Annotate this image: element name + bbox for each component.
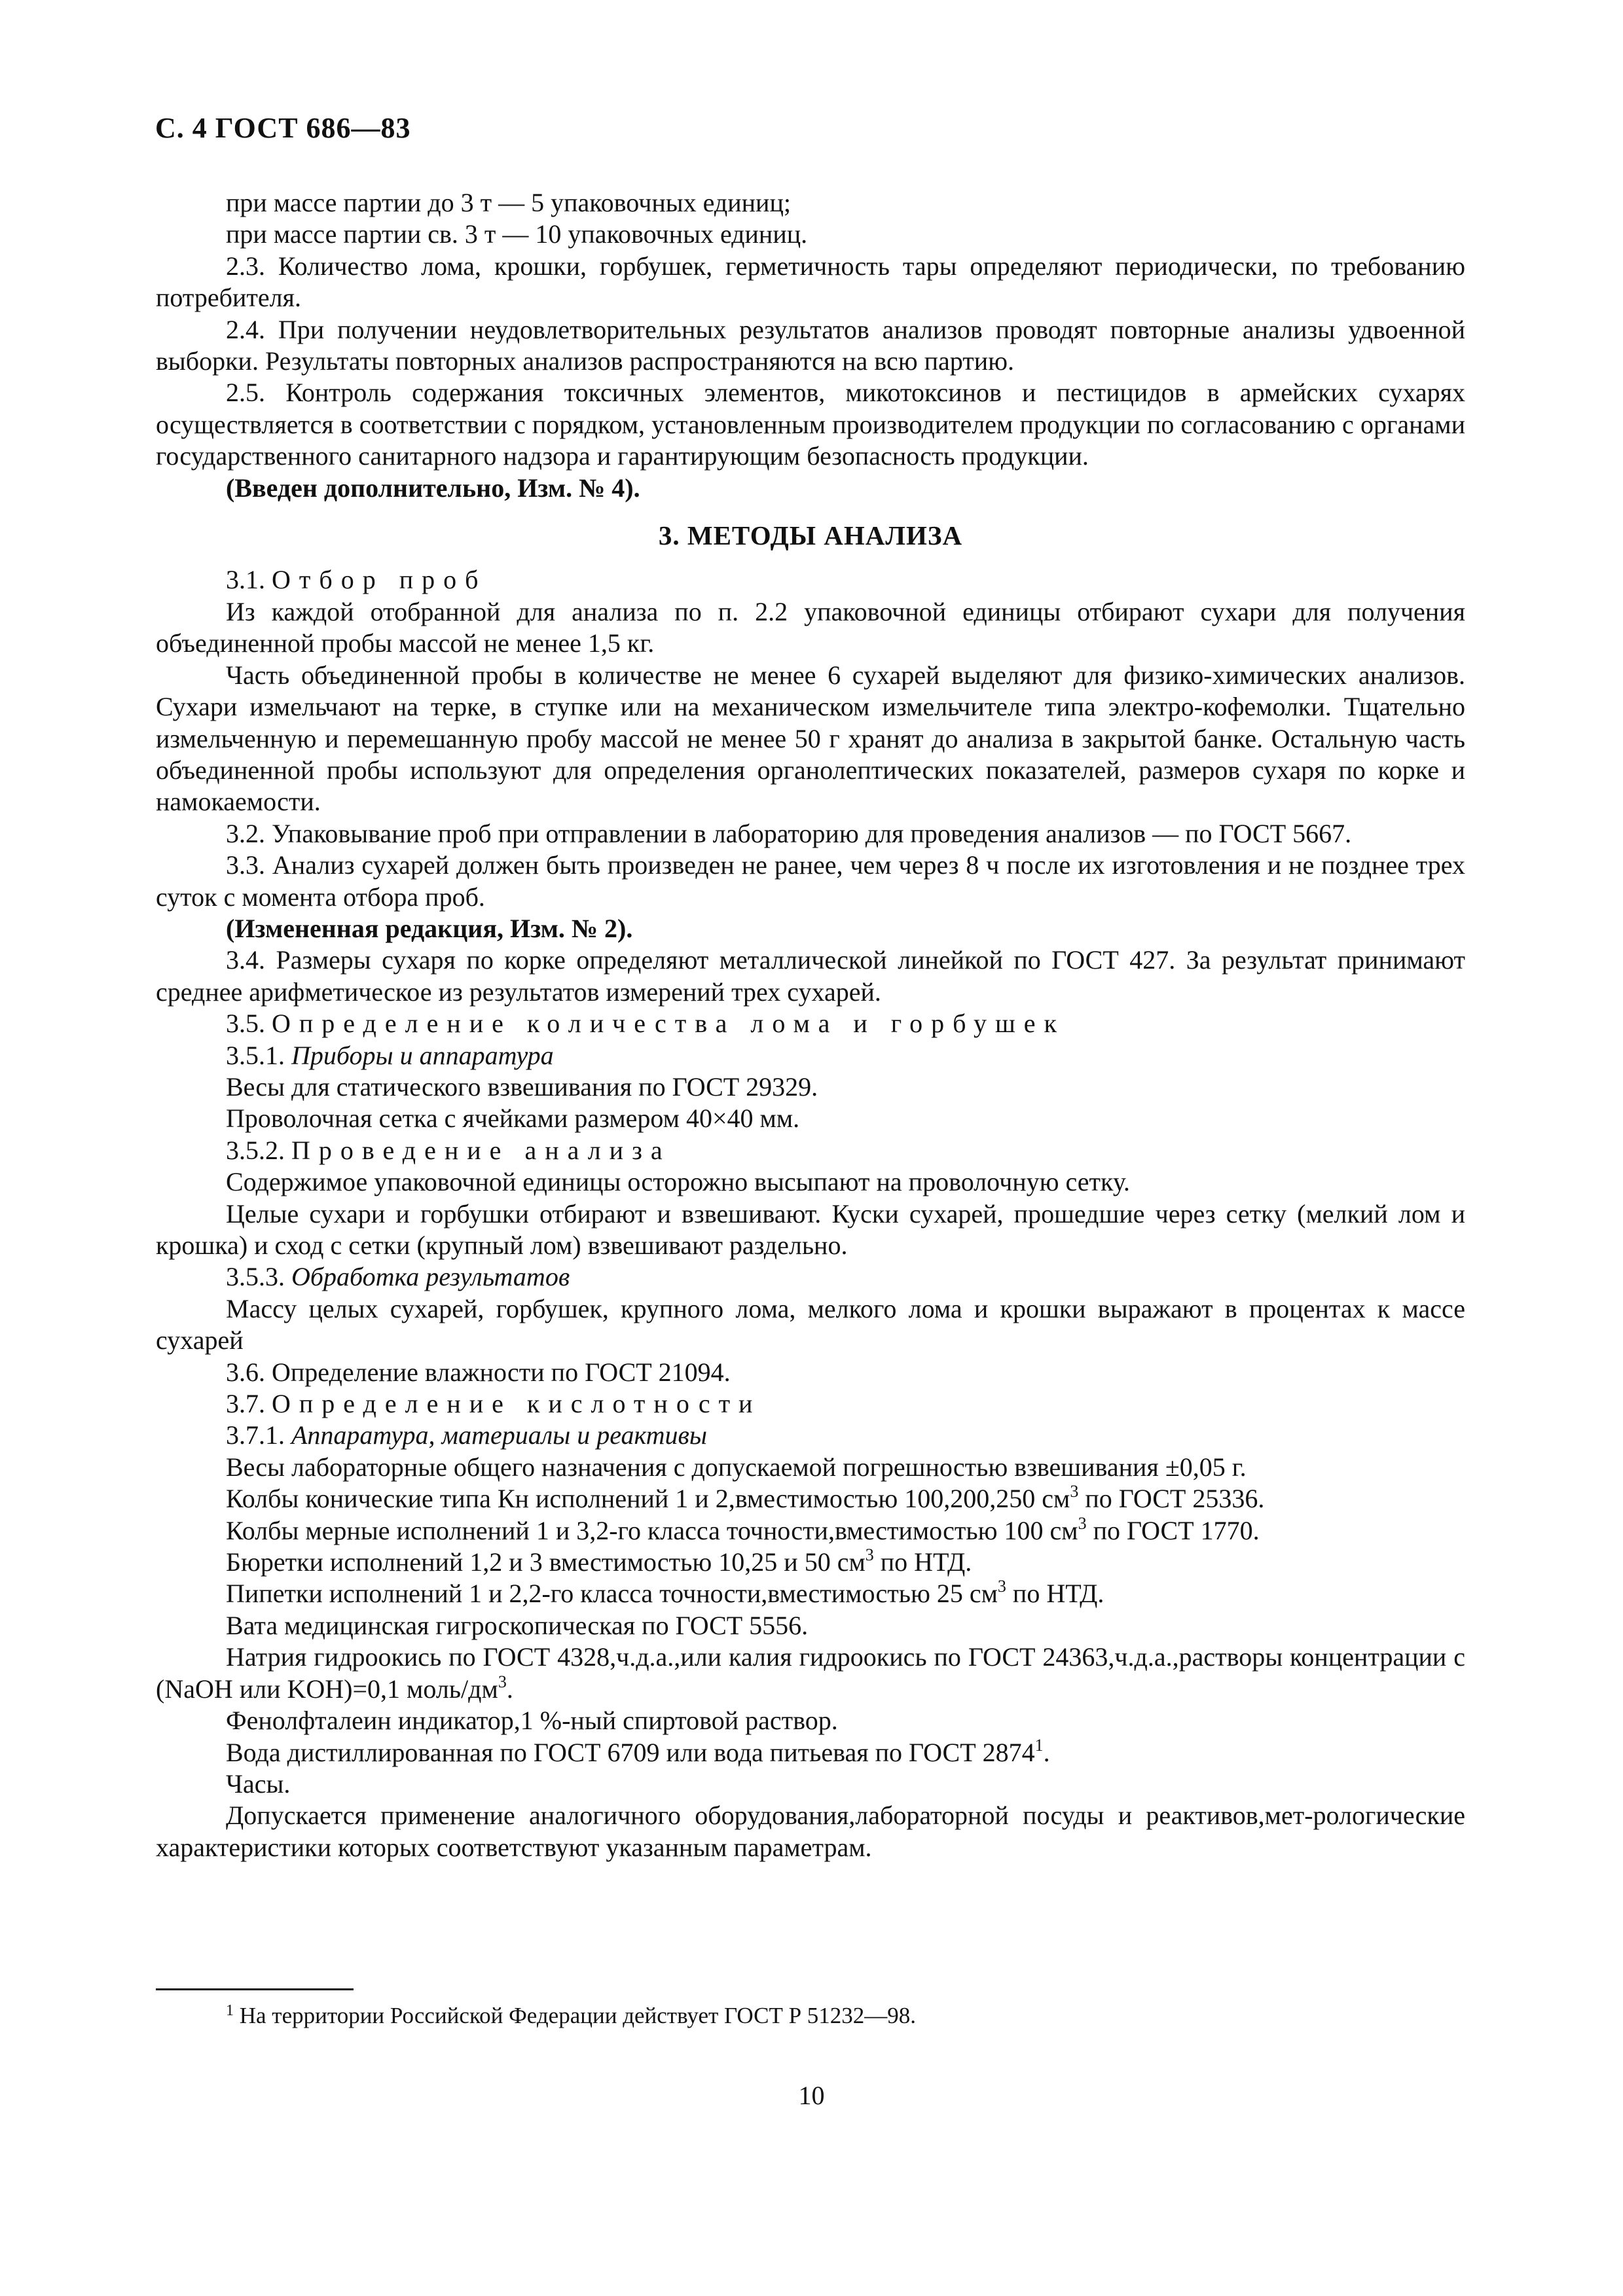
reagent-line: Колбы мерные исполнений 1 и 3,2-го класса точности,вместимостью 100 $см^3$ по ГОСТ 1770. [226,1513,1260,1545]
paragraph-3-5-3: Массу целых сухарей, горбушек, крупного лома, мелкого лома и крошки выражают в процентах к массе сухарей [156,1293,1465,1355]
reagent-line: Колбы конические типа Кн исполнений 1 и 2,вместимостью 100,200,250 $см^3$ по ГОСТ 25336. [226,1482,1265,1514]
subheading-3-5-3: 3.5.3. Обработка результатов [226,1262,570,1292]
amendment-note: (Измененная редакция, Изм. № 2). [226,913,633,943]
reagent-line: Вата медицинская гигроскопическая по ГОСТ 5556. [226,1610,809,1640]
paragraph-3-3: 3.3. Анализ сухарей должен быть произведен не ранее, чем через 8 ч после их изготовления и не позднее трех суток с момента отбора проб. [156,850,1465,912]
document-body [156,187,1465,1863]
paragraph-line: Весы для статического взвешивания по ГОСТ 29329. [226,1071,818,1102]
reagent-line: Весы лабораторные общего назначения с допускаемой погрешностью взвешивания ±0,05 г. [226,1452,1247,1482]
paragraph-3-1b: Часть объединенной пробы в количестве не менее 6 сухарей выделяют для физико-химических анализов. Сухари измельчают на терке, в ступке или на механическом измельчителе типа электро-кофемолки. Тщательно измельченную и перемешанную пробу массой не менее 50 г хранят до анализа в закрытой банке. Остальную часть объединенной пробы используют для определения органолептических показателей, размеров сухаря по корке и намокаемости. [156,660,1465,817]
paragraph-3-2: 3.2. Упаковывание проб при отправлении в лабораторию для проведения анализов — по ГОСТ 5667. [226,818,1352,848]
paragraph-line: Проволочная сетка с ячейками размером 40×40 мм. [226,1103,800,1134]
reagent-line: Натрия гидроокись по ГОСТ 4328,ч.д.а.,или калия гидроокись по ГОСТ 24363,ч.д.а.,растворы концентрации с (NaOH или KOH)=0,1 моль/$дм^3$. [156,1642,1465,1704]
paragraph-line: Содержимое упаковочной единицы осторожно высыпают на проволочную сетку. [226,1167,1130,1197]
reagent-line: Пипетки исполнений 1 и 2,2-го класса точности,вместимостью 25 $см^3$ по НТД. [226,1577,1104,1609]
footnote-divider [156,1988,354,1990]
list-line: при массе партии св. 3 т — 10 упаковочных единиц. [226,219,808,249]
subheading-3-7: 3.7. Определение кислотности [226,1389,761,1419]
paragraph-2-3: 2.3. Количество лома, крошки, горбушек, герметичность тары определяют периодически, по требованию потребителя. [156,251,1465,313]
paragraph-2-5: 2.5. Контроль содержания токсичных элементов, микотоксинов и пестицидов в армейских сухарях осуществляется в соответствии с порядком, установленным производителем продукции по согласованию с органами государственного санитарного надзора и гарантирующим безопасность продукции. [156,378,1465,471]
subheading-3-7-1: 3.7.1. Аппаратура, материалы и реактивы [226,1420,707,1450]
section-title: 3. МЕТОДЫ АНАЛИЗА [658,520,963,551]
subheading-3-5: 3.5. Определение количества лома и горбушек [226,1009,1065,1039]
reagent-line: Часы. [226,1768,291,1799]
reagent-line: Вода дистиллированная по ГОСТ 6709 или вода питьевая по ГОСТ 2874$^1$. [226,1735,1050,1767]
paragraph-2-4: 2.4. При получении неудовлетворительных результатов анализов проводят повторные анализы удвоенной выборки. Результаты повторных анализов распространяются на всю партию. [156,314,1465,376]
paragraph-3-6: 3.6. Определение влажности по ГОСТ 21094. [226,1357,731,1387]
reagent-line: Бюретки исполнений 1,2 и 3 вместимостью 10,25 и 50 $см^3$ по НТД. [226,1545,972,1577]
paragraph-note: Допускается применение аналогичного оборудования,лабораторной посуды и реактивов,мет-рологические характеристики которых соответствуют указанным параметрам. [156,1801,1465,1862]
footnote: $^1$ На территории Российской Федерации действует ГОСТ Р 51232—98. [226,2002,917,2028]
paragraph-3-5-2b: Целые сухари и горбушки отбирают и взвешивают. Куски сухарей, прошедшие через сетку (мелкий лом и крошка) и сход с сетки (крупный лом) взвешивают раздельно. [156,1198,1465,1260]
subheading-3-5-2: 3.5.2. Проведение анализа [226,1135,671,1165]
subheading-3-1: 3.1. Отбор проб [226,565,487,595]
reagent-line: Фенолфталеин индикатор,1 %-ный спиртовой раствор. [226,1706,838,1736]
page-number: 10 [798,2081,825,2110]
paragraph-3-1a: Из каждой отобранной для анализа по п. 2.2 упаковочной единицы отбирают сухари для получения объединенной пробы массой не менее 1,5 кг. [156,596,1465,658]
amendment-note: (Введен дополнительно, Изм. № 4). [226,473,640,503]
list-line: при массе партии до 3 т — 5 упаковочных единиц; [226,188,791,217]
page-header: С. 4 ГОСТ 686—83 [155,112,411,144]
footnote-mark: 1 [226,2002,234,2019]
paragraph-3-4: 3.4. Размеры сухаря по корке определяют металлической линейкой по ГОСТ 427. За результат принимают среднее арифметическое из результатов измерений трех сухарей. [156,945,1465,1007]
footnote-ref: 1 [1034,1735,1044,1755]
subheading-3-5-1: 3.5.1. Приборы и аппаратура [226,1040,554,1070]
